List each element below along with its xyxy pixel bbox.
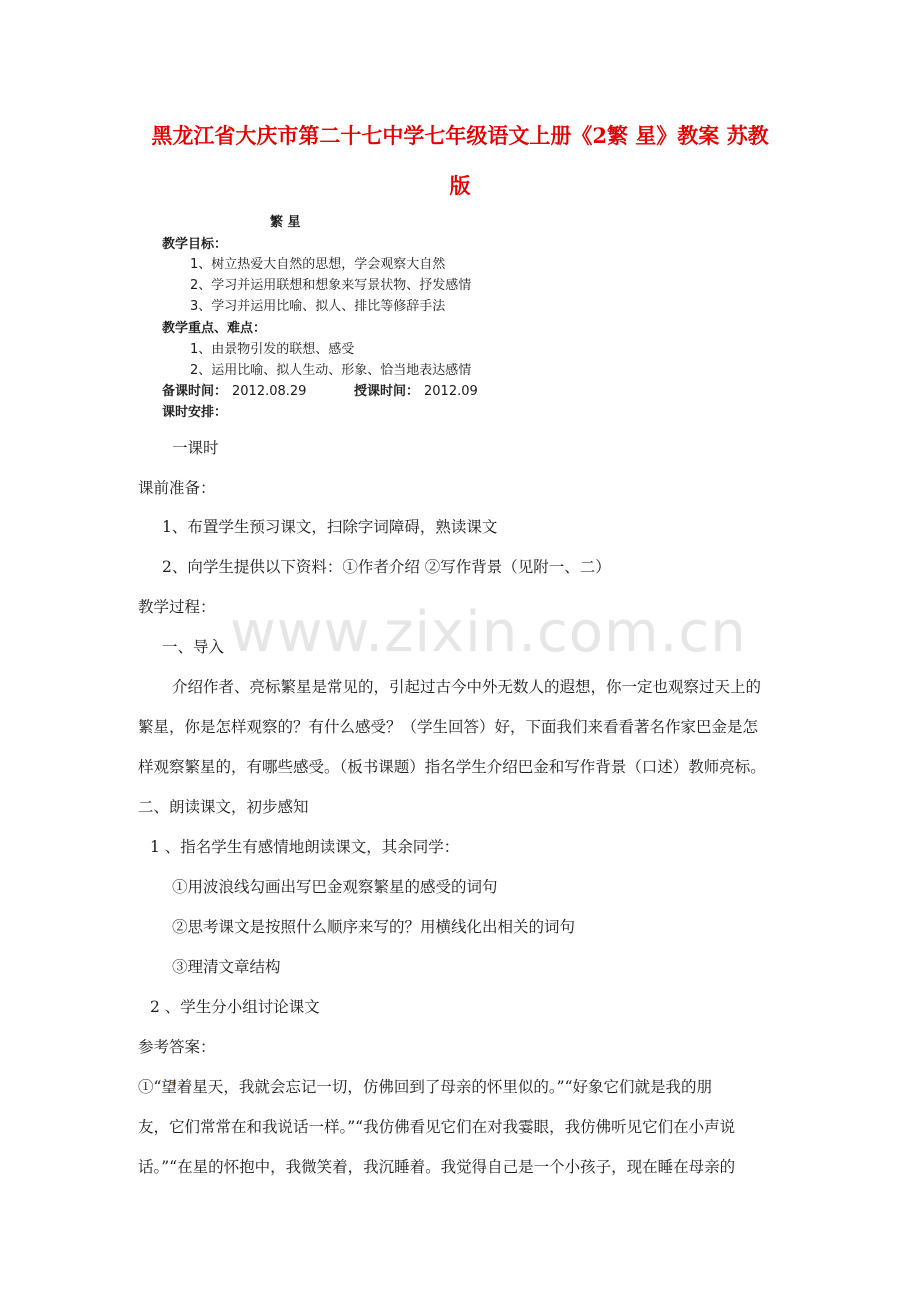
objective-item: 3、学习并运用比喻、拟人、排比等修辞手法 <box>190 299 446 314</box>
reading-subitem: ①用波浪线勾画出写巴金观察繁星的感受的词句 <box>172 878 498 896</box>
reading-subitem: ②思考课文是按照什么顺序来写的？用横线化出相关的词句 <box>172 918 576 936</box>
keypoints-heading: 教学重点、难点： <box>162 321 267 336</box>
prep-heading: 课前准备： <box>138 479 216 497</box>
objectives-heading: 教学目标： <box>162 237 228 252</box>
prep-time-value: 2012.08.29 <box>232 384 307 399</box>
schedule-value: 一课时 <box>172 439 219 457</box>
lesson-subtitle: 繁 星 <box>270 215 301 230</box>
paragraph-line: 介绍作者、亮标繁星是常见的，引起过古今中外无数人的遐想，你一定也观察过天上的 <box>172 678 762 696</box>
teach-time-value: 2012.09 <box>424 384 478 399</box>
keypoint-item: 2、运用比喻、拟人生动、形象、恰当地表达感情 <box>190 363 472 378</box>
paragraph-line: 样观察繁星的，有哪些感受。（板书课题）指名学生介绍巴金和写作背景（口述）教师亮标。 <box>138 758 766 776</box>
teach-time-label: 授课时间： <box>354 384 420 399</box>
prep-time-label: 备课时间： <box>162 384 228 399</box>
section-reading-heading: 二、朗读课文，初步感知 <box>138 798 309 816</box>
reading-item: 2 、学生分小组讨论课文 <box>150 998 320 1016</box>
watermark: www.zixin.com.cn <box>230 600 747 665</box>
document-title-line1: 黑龙江省大庆市第二十七中学七年级语文上册《2繁 星》教案 苏教 <box>151 123 769 148</box>
objective-item: 2、学习并运用联想和想象来写景状物、抒发感情 <box>190 278 472 293</box>
section-intro-heading: 一、导入 <box>162 638 225 656</box>
document-title-line2: 版 <box>449 173 471 198</box>
prep-item: 1、布置学生预习课文，扫除字词障碍，熟读课文 <box>162 518 498 536</box>
schedule-label: 课时安排： <box>162 405 228 420</box>
paragraph-line: 繁星，你是怎样观察的？有什么感受？（学生回答）好，下面我们来看看著名作家巴金是怎 <box>138 718 759 736</box>
keypoint-item: 1、由景物引发的联想、感受 <box>190 342 355 357</box>
answer-line: 友，它们常常在和我说话一样。”“我仿佛看见它们在对我霎眼，我仿佛听见它们在小声说 <box>138 1118 736 1136</box>
answer-heading: 参考答案： <box>138 1038 216 1056</box>
answer-line: 话。”“在星的怀抱中，我微笑着，我沉睡着。我觉得自己是一个小孩子，现在睡在母亲的 <box>138 1158 736 1176</box>
reading-subitem: ③理清文章结构 <box>172 958 281 976</box>
answer-line: ①“望着星天，我就会忘记一切，仿佛回到了母亲的怀里似的。”“好象它们就是我的朋 <box>138 1078 713 1096</box>
reading-item: 1 、指名学生有感情地朗读课文，其余同学： <box>150 838 460 856</box>
prep-item: 2、向学生提供以下资料：①作者介绍 ②写作背景（见附一、二） <box>162 558 611 576</box>
objective-item: 1、树立热爱大自然的思想，学会观察大自然 <box>190 257 446 272</box>
process-heading: 教学过程： <box>138 598 216 616</box>
